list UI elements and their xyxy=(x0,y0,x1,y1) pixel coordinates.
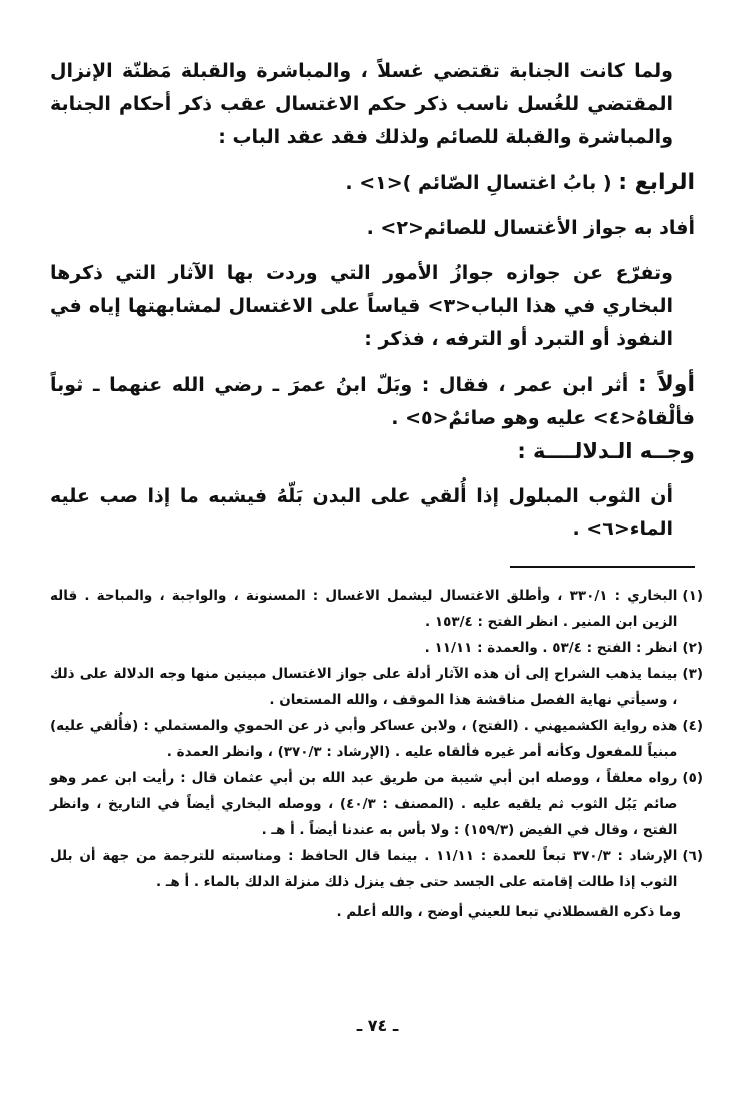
footnote-item xyxy=(50,635,703,661)
footnote-number: (٤) xyxy=(682,718,703,734)
footnote-number: (٢) xyxy=(682,640,703,656)
first-text: أثر ابن عمر ، فقال : وبَلّ ابنُ عمرَ ـ رضي الله عنهما ـ ثوباً فألْقاهُ<٤> عليه وهو صائمٌ<٥> . xyxy=(50,374,695,429)
evidence-heading: وجــه الـدلالــــة : xyxy=(517,439,695,463)
footnote-text: هذه رواية الكشميهني . (الفتح) ، ولابن عساكر وأبي ذر عن الحموي والمستملي : (فأُلقي عليه) مبنياً للمفعول وكأنه أمر غيره فألقاه عليه . (الإرشاد : ٣٧٠/٣) ، وانظر العمدة . xyxy=(50,718,678,760)
footnote-item xyxy=(50,765,703,843)
footnote-number: (٣) xyxy=(682,666,703,682)
footnote-item xyxy=(50,661,703,713)
paragraph-chapter-four xyxy=(50,166,695,200)
paragraph-benefit: أفاد به جواز الأغتسال للصائم<٢> . xyxy=(366,217,695,239)
footnote-number: (٦) xyxy=(682,848,703,864)
footnote-divider xyxy=(510,566,695,568)
first-lead: أولاً : xyxy=(637,372,695,397)
paragraph-derivation: وتفرّع عن جوازه جوازُ الأمور التي وردت بها الآثار التي ذكرها البخاري في هذا الباب<٣> قياساً على الاغتسال لمشابهتها إياه في النفوذ أو التبرد أو الترفه ، فذكر : xyxy=(50,262,673,350)
footnote-text: البخاري : ٣٣٠/١ ، وأطلق الاغتسال ليشمل الاغسال : المسنونة ، والواجبة ، والمباحة . قاله الزين ابن المنير . انظر الفتح : ١٥٣/٤ . xyxy=(50,588,678,630)
page-number: ـ ٧٤ ـ xyxy=(356,1016,399,1035)
footnote-text: بينما يذهب الشراح إلى أن هذه الآثار أدلة على جواز الاغتسال مبينين منها وجه الدلالة على ذلك ، وسيأتي نهاية الفصل مناقشة هذا الموقف ، والله المستعان . xyxy=(50,666,678,708)
footnote-text: انظر : الفتح : ٥٣/٤ . والعمدة : ١١/١١ . xyxy=(424,640,678,656)
footnote-number: (٥) xyxy=(682,770,703,786)
main-text xyxy=(50,55,695,546)
footnote-continuation: وما ذكره القسطلاني تبعا للعيني أوضح ، والله أعلم . xyxy=(336,904,681,920)
chapter-lead: الرابع : xyxy=(618,170,695,195)
chapter-title: ( بابُ اغتسالِ الصّائم )<١> . xyxy=(345,172,612,194)
paragraph-intro: ولما كانت الجنابة تقتضي غسلاً ، والمباشرة والقبلة مَظنّة الإنزال المقتضي للغُسل ناسب ذكر حكم الاغتسال عقب ذكر أحكام الجنابة والمباشرة والقبلة للصائم ولذلك فقد عقد الباب : xyxy=(50,60,673,148)
footnotes xyxy=(50,583,703,925)
footnote-item xyxy=(50,713,703,765)
paragraph-first-athar xyxy=(50,368,695,435)
footnote-item xyxy=(50,843,703,895)
footnote-number: (١) xyxy=(682,588,703,604)
paragraph-evidence: أن الثوب المبلول إذا أُلقي على البدن بَلّهُ فيشبه ما إذا صب عليه الماء<٦> . xyxy=(50,485,673,540)
footnote-text: الإرشاد : ٣٧٠/٣ تبعاً للعمدة : ١١/١١ . بينما قال الحافظ : ومناسبته للترجمة من جهة أن بلل الثوب إذا طالت إقامته على الجسد حتى جف ينزل ذلك منزلة الدلك بالماء . أ هـ . xyxy=(50,848,678,890)
footnote-text: رواه معلقاً ، ووصله ابن أبي شيبة من طريق عبد الله بن أبي عثمان قال : رأيت ابن عمر وهو صائم يَبُل الثوب ثم يلقيه عليه . (المصنف : ٤٠/٣) ، ووصله البخاري أيضاً في التاريخ ، وانظر الفتح ، وقال في الفيض (١٥٩/٣) : ولا بأس به عندنا أيضاً . أ هـ . xyxy=(50,770,678,838)
footnote-item xyxy=(50,583,703,635)
